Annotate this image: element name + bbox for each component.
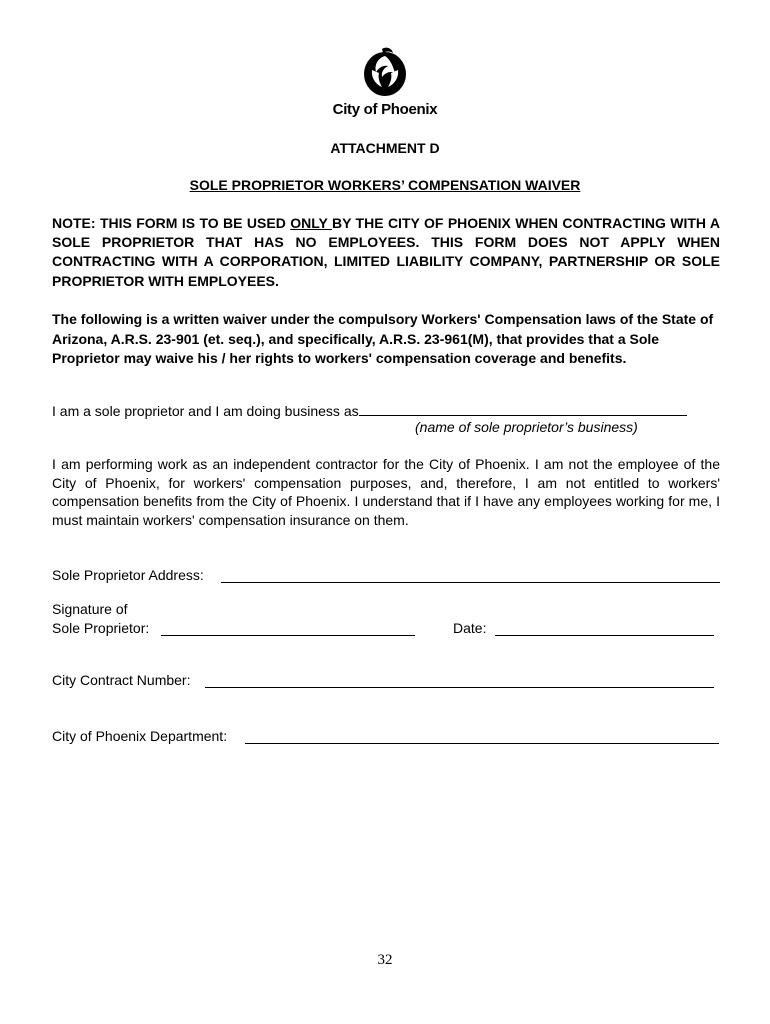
business-name-caption: (name of sole proprietor’s business)	[415, 419, 638, 435]
business-name-line[interactable]	[359, 401, 687, 416]
address-line[interactable]	[221, 582, 720, 583]
department-label: City of Phoenix Department:	[52, 728, 228, 744]
note-text-before: NOTE: THIS FORM IS TO BE USED	[52, 215, 291, 231]
signature-label-line1: Signature of	[52, 601, 128, 617]
business-statement-row	[52, 401, 720, 421]
signature-line[interactable]	[161, 635, 415, 636]
attachment-label: ATTACHMENT D	[330, 140, 440, 156]
form-title: SOLE PROPRIETOR WORKERS’ COMPENSATION WAIVER	[189, 177, 581, 193]
address-label: Sole Proprietor Address:	[52, 567, 204, 583]
logo-text: City of Phoenix	[332, 101, 438, 118]
city-logo	[330, 46, 440, 124]
contract-number-line[interactable]	[205, 687, 714, 688]
waiver-intro: The following is a written waiver under the compulsory Workers' Compensation laws of the State of Arizona, A.R.S. 23-901 (et. seq.), and specifically, A.R.S. 23-961(M), that provides that a Sole Proprietor may waive his / her rights to workers' compensation coverage and benefits.	[52, 311, 714, 366]
note-text-after: BY THE CITY OF PHOENIX WHEN CONTRACTING WITH A SOLE PROPRIETOR THAT HAS NO EMPLOYEES. THIS FORM DOES NOT APPLY WHEN CONTRACTING WITH A CORPORATION, LIMITED LIABILITY COMPANY, PARTNERSHIP OR SOLE PROPRIETOR WITH EMPLOYEES.	[52, 215, 720, 289]
business-statement: I am a sole proprietor and I am doing business as	[52, 403, 359, 419]
date-label: Date:	[453, 620, 487, 636]
phoenix-bird-icon	[358, 46, 412, 98]
note-emphasis: ONLY	[290, 215, 332, 231]
form-note	[52, 214, 720, 291]
page-number: 32	[377, 952, 393, 968]
contract-number-label: City Contract Number:	[52, 672, 191, 688]
signature-label-line2: Sole Proprietor:	[52, 620, 150, 636]
date-line[interactable]	[495, 635, 714, 636]
contractor-statement: I am performing work as an independent contractor for the City of Phoenix. I am not the employee of the City of Phoenix, for workers' compensation purposes, and, therefore, I am not entitled to workers' compensation benefits from the City of Phoenix. I understand that if I have any employees working for me, I must maintain workers' compensation insurance on them.	[52, 456, 720, 528]
address-field	[52, 567, 204, 583]
department-line[interactable]	[245, 743, 719, 744]
